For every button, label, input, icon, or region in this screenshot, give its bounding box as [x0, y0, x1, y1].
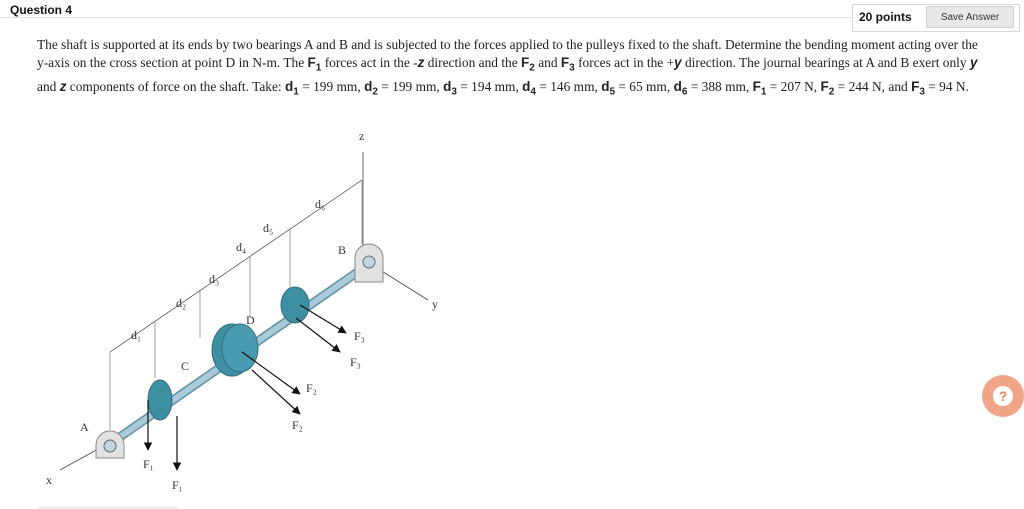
value-F1: = 207 N, — [769, 78, 818, 94]
force-arrow-F3-a — [300, 305, 346, 333]
axis-y-1: y — [674, 55, 682, 70]
label-d3: d₃ — [209, 272, 220, 286]
shaft-figure — [0, 120, 520, 509]
label-B: B — [338, 243, 347, 257]
help-button[interactable] — [982, 375, 1024, 417]
label-F1-b: F₁ — [172, 478, 183, 492]
value-d5: = 65 mm, — [618, 78, 671, 94]
label-z: z — [359, 129, 365, 143]
q-and-1: and — [538, 55, 558, 70]
sym-d1-sub: 1 — [293, 86, 299, 98]
value-d6: = 388 mm, — [690, 78, 750, 94]
sym-d4-letter: d — [522, 78, 531, 94]
value-d1: = 199 mm, — [302, 78, 361, 94]
axis-z-2: z — [59, 78, 67, 94]
sym-d6 — [673, 78, 688, 98]
q-text-1: The shaft is supported at its ends by two bearings A and B and is subjected to the forces applied to the pulleys fixed to the shaft. Determine the bending moment acting over the y-axis on the cross section at point D in N-m. The — [37, 37, 978, 70]
sym-d5-letter: d — [601, 78, 610, 94]
sym-d2 — [364, 78, 378, 98]
sym-F2-sub: 2 — [529, 62, 535, 74]
header-divider — [0, 17, 852, 18]
label-F2-b: F₂ — [292, 418, 303, 432]
label-d6: d₆ — [315, 197, 326, 211]
sym-d1 — [285, 78, 299, 98]
points-label: 20 points — [859, 10, 912, 24]
sym-F1-letter: F — [307, 55, 316, 70]
sym-d2-letter: d — [364, 78, 373, 94]
sym-F2-given-letter: F — [820, 78, 829, 94]
question-title: Question 4 — [10, 3, 73, 17]
sym-d4-sub: 4 — [530, 86, 536, 98]
pulley-F1 — [148, 380, 172, 420]
sym-d3-letter: d — [443, 78, 452, 94]
pulley-F3 — [281, 287, 309, 323]
value-d3: = 194 mm, — [460, 78, 519, 94]
sym-d5 — [601, 78, 616, 98]
axis-y-2: y — [969, 55, 978, 70]
value-d2: = 199 mm, — [381, 78, 440, 94]
sym-d6-letter: d — [673, 78, 682, 94]
q-text-2: forces act in the - — [324, 55, 418, 70]
sym-d2-sub: 2 — [372, 86, 378, 98]
axis-z-1: z — [417, 55, 425, 70]
label-x: x — [46, 473, 52, 487]
sym-F3-given-sub: 3 — [919, 86, 925, 98]
y-axis-line — [380, 270, 428, 300]
sym-F3-letter: F — [560, 55, 570, 70]
sym-F1 — [307, 55, 322, 74]
label-A: A — [80, 420, 89, 434]
q-text-4: forces act in the + — [578, 55, 675, 70]
label-F2-a: F₂ — [306, 381, 317, 395]
sym-F3-sub: 3 — [569, 62, 575, 74]
sym-d1-letter: d — [285, 78, 294, 94]
sym-F1-given-letter: F — [752, 78, 761, 94]
label-d1: d₁ — [131, 328, 142, 342]
sym-d3 — [443, 78, 457, 98]
q-text-3: direction and the — [427, 55, 518, 70]
q-text-6: components of force on the shaft. Take: — [69, 78, 282, 94]
label-y: y — [432, 297, 438, 311]
q-text-5: direction. The journal bearings at A and B exert only — [684, 55, 967, 70]
value-d4: = 146 mm, — [539, 78, 598, 94]
value-F3: = 94 N. — [928, 78, 969, 94]
label-D: D — [246, 313, 255, 327]
points-panel — [852, 4, 1020, 32]
label-F3-a: F₃ — [354, 329, 365, 343]
sym-F3-given-letter: F — [911, 78, 920, 94]
label-d5: d₅ — [263, 221, 274, 235]
label-F3-b: F₃ — [350, 355, 361, 369]
sym-d5-sub: 5 — [609, 86, 616, 98]
sym-F1-given — [752, 78, 767, 98]
sym-F2-given-sub: 2 — [828, 86, 835, 98]
sym-F2-given — [820, 78, 835, 98]
save-answer-button[interactable]: Save Answer — [926, 6, 1014, 28]
question-text — [37, 36, 989, 101]
force-arrow-F3-b — [296, 318, 340, 352]
sym-F1-sub: 1 — [315, 62, 322, 74]
label-F1-a: F₁ — [143, 457, 154, 471]
sym-d3-sub: 3 — [451, 86, 457, 98]
label-d2: d₂ — [176, 296, 187, 310]
pulley-F2-face — [222, 324, 258, 372]
help-icon: ? — [993, 386, 1013, 406]
q-and-2: and — [37, 78, 57, 94]
sym-F1-given-sub: 1 — [760, 86, 767, 98]
sym-d6-sub: 6 — [681, 86, 688, 98]
value-F2: = 244 N, and — [837, 78, 908, 94]
bearing-B-hole — [363, 256, 375, 268]
footer-divider — [38, 507, 178, 508]
sym-F2 — [521, 55, 535, 74]
sym-F3-given — [911, 78, 925, 98]
label-d4: d₄ — [236, 240, 247, 254]
sym-F3 — [560, 55, 575, 74]
bearing-A-hole — [104, 440, 116, 452]
label-C: C — [181, 359, 190, 373]
x-axis-line — [60, 448, 100, 470]
sym-d4 — [522, 78, 536, 98]
sym-F2-letter: F — [521, 55, 530, 70]
